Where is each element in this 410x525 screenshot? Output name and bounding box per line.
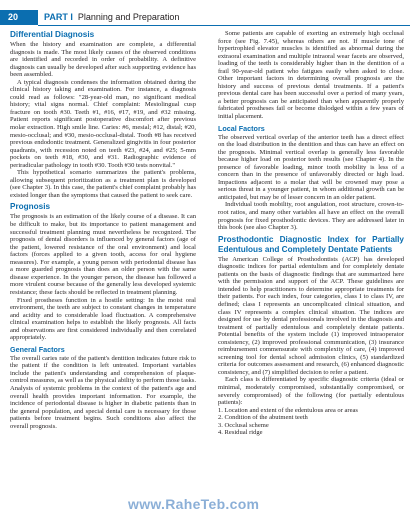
- paragraph: This hypothetical scenario summarizes the patient's problems, allowing subsequent prioritization as a treatment plan is developed (see Chapter 3). In this case, the patient's chief complaint probably has existed longer than the symptoms that caused the patient to seek care.: [10, 169, 196, 199]
- heading-prognosis: Prognosis: [10, 202, 51, 212]
- heading-general-factors: General Factors: [10, 344, 65, 354]
- paragraph: When the history and examination are complete, a differential diagnosis is made. The most likely causes of the observed conditions are identified and recorded in order of probability. A definitive diagnosis can usually be developed after such supporting evidence has been assembled.: [10, 41, 196, 79]
- heading-prosthodontic-diagnostic-index: Prosthodontic Diagnostic Index for Partially Edentulous and Completely Dentate Patients: [218, 234, 404, 254]
- watermark: www.RaheTeb.com: [128, 496, 260, 512]
- paragraph: Individual tooth mobility, root angulation, root structure, crown-to-root ratios, and many other variables all have an effect on the overall prognosis for fixed prosthodontic devices. They are addressed later in this book (see also Chapter 3).: [218, 201, 404, 232]
- right-column: [218, 30, 404, 437]
- paragraph: Each class is differentiated by specific diagnostic criteria (ideal or minimal, moderately compromised, substantially compromised, or severely compromised) of the following (for partially edentulous patients):: [218, 376, 404, 407]
- part-number: PART I: [44, 12, 73, 22]
- page-header: [0, 0, 410, 25]
- list-item: 1. Location and extent of the edentulous area or areas: [218, 406, 358, 414]
- page-number: 20: [0, 10, 38, 25]
- list-item: 4. Residual ridge: [218, 429, 263, 437]
- list-item: 3. Occlusal scheme: [218, 421, 269, 429]
- paragraph: A typical diagnosis condenses the information obtained during the clinical history taking and examination. For instance, a diagnosis could read as follows: "28-year-old man, no significant medical history; vital signs normal. Chief complaint: Mesiolingual cusp fracture on tooth #30. Teeth #1, #16, #17, #19, and #32 missing. Patient reports significant postoperative discomfort after previous molar extraction. High smile line. Caries: #6, mesial; #12, distal; #20, mesio-occlusal; and #30, mesio-occlusal-distal. Tooth #8 has received previous endodontic treatment. Generalized gingivitis in four posterior quadrants, with recession noted on teeth #23, #24, and #25; 5-mm pockets on teeth #18, #30, and #31. Radiographic evidence of periradicular pathology in tooth #30. Tooth #30 tests nonvital.": [10, 78, 196, 169]
- running-head: [44, 10, 179, 25]
- heading-local-factors: Local Factors: [218, 123, 265, 133]
- part-title: Planning and Preparation: [77, 12, 180, 22]
- paragraph: Some patients are capable of exerting an extremely high occlusal force (see Fig. 7.45), whereas others are not. If muscle tone of hypertrophied elevator muscles is identified as abnormal during the extraoral examination and multiple intraoral wear facets are observed, loading of the teeth is considerably higher than in the dentition of a frail 90-year-old patient who fatigues easily when asked to close. Other important factors in determining overall prognosis are the history and success of previous dental treatments. If a patient's previous dental care has been successful over a period of many years, a better prognosis can be anticipated than when apparently properly fabricated prostheses fail or become dislodged within a few years of initial placement.: [218, 30, 404, 121]
- heading-differential-diagnosis: Differential Diagnosis: [10, 30, 95, 39]
- left-column: [10, 30, 196, 430]
- paragraph: The American College of Prosthodontists (ACP) has developed diagnostic indices for partial edentulism and for completely dentate patients on the basis of diagnostic findings that are summarized here with the permission and support of the ACP. These guidelines are intended to help practitioners to determine appropriate treatments for their patients. For each index, four categories, class I to class IV, are defined; class I represents an uncomplicated clinical situation, and class IV represents a complex clinical situation. The indices are designed for use by dental professionals involved in the diagnosis and treatment of partially edentulous and completely dentate patients. Potential benefits of the system include (1) improved intraoperator consistency, (2) improved professional communication, (3) insurance reimbursement commensurate with complexity of care, (4) improved screening tool for dental school admission clinics, (5) standardized criteria for outcomes assessment and research, (6) enhanced diagnostic consistency, and (7) simplified decision to refer a patient.: [218, 255, 404, 376]
- criteria-list: [218, 407, 404, 437]
- paragraph: The observed vertical overlap of the anterior teeth has a direct effect on the load distribution in the dentition and thus can have an effect on the prognosis. Minimal vertical overlap is generally less favorable because higher load on posterior teeth results (see Chapter 4). In the presence of favorable loading, minor tooth mobility is less of a concern than in the presence of unfavorably directed or high load. Impactions adjacent to a molar that will be crowned may pose a serious threat in a younger patient, in whom additional growth can be anticipated, but may be of lesser concern in an older patient.: [218, 133, 404, 201]
- paragraph: The prognosis is an estimation of the likely course of a disease. It can be difficult to make, but its importance to patient management and successful treatment planning must nevertheless be recognized. The prognosis of dental disorders is influenced by general factors (age of the patient, lowered resistance of the oral environment) and local factors (forces applied to a given tooth, access for oral hygiene measures). For example, a young person with periodontal disease has a more guarded prognosis than does an older person with the same disease experience. In the younger person, the disease has followed a more virulent course because of the generally less developed systemic resistance; these facts should be reflected in treatment planning.: [10, 213, 196, 296]
- list-item: 2. Condition of the abutment teeth: [218, 414, 308, 422]
- paragraph: The overall caries rate of the patient's dentition indicates future risk to the patient if the condition is left untreated. Important variables include the patient's understanding and comprehension of plaque-control measures, as well as the physical ability to perform those tasks. Analysis of systemic problems in the context of the patient's age and overall health provides important information. For example, the incidence of periodontal disease is higher in diabetic patients than in the general population, and special dental care is necessary for those patients before treatment begins. Such conditions also affect the overall prognosis.: [10, 354, 196, 430]
- paragraph: Fixed prostheses function in a hostile setting: In the moist oral environment, the teeth are subject to constant changes in temperature and acidity and to considerable load fluctuation. A comprehensive clinical examination helps to establish the likely prognosis. All facts and observations are first considered individually and then correlated appropriately.: [10, 296, 196, 342]
